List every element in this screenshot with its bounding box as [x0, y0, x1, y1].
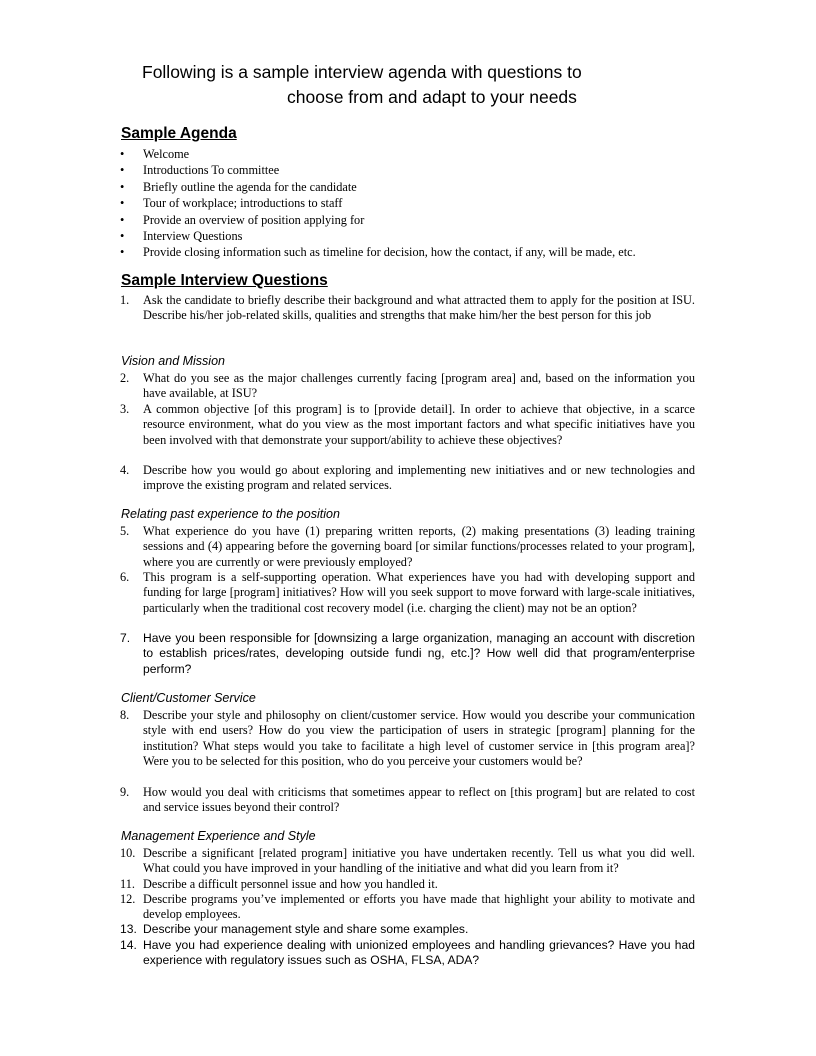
- question-number: 14.: [120, 938, 137, 952]
- question-number: 3.: [120, 402, 130, 416]
- question-item: [120, 402, 695, 448]
- question-text: Describe how you would go about exploring and implementing new initiatives and or new technologies and improve the existing program and related services.: [143, 463, 695, 493]
- question-item: [120, 293, 695, 324]
- question-number: 11.: [120, 877, 135, 891]
- bullet-icon: •: [120, 245, 125, 260]
- question-number: 12.: [120, 892, 136, 906]
- question-text: What do you see as the major challenges currently facing [program area] and, based on the information you have available, at ISU?: [143, 371, 695, 401]
- bullet-icon: •: [120, 179, 125, 194]
- question-item: [120, 708, 695, 770]
- agenda-list: [120, 146, 636, 261]
- agenda-item-text: Introductions To committee: [143, 163, 280, 178]
- question-text: Have you had experience dealing with unionized employees and handling grievances? Have you had experience with regulatory issues such as OSHA, FLSA, ADA?: [143, 938, 695, 968]
- page-title-line-1: Following is a sample interview agenda with questions to: [142, 62, 582, 82]
- question-item: [120, 371, 695, 402]
- question-number: 10.: [120, 846, 136, 860]
- list-item: [120, 212, 636, 228]
- bullet-icon: •: [120, 229, 125, 244]
- question-item: [120, 785, 695, 816]
- question-text: This program is a self-supporting operation. What experiences have you had with developing support and funding for large [program] initiatives? How will you seek support to move forward with large-scale initiatives, particularly when the traditional cost recovery model (i.e. charging the client) may not be an option?: [143, 570, 695, 615]
- question-number: 9.: [120, 785, 130, 799]
- list-item: [120, 244, 636, 260]
- question-number: 2.: [120, 371, 130, 385]
- question-text: Describe a significant [related program] initiative you have undertaken recently. Tell us what you did well. What could you have improved in your handling of the initiative and what did you learn from it?: [143, 846, 695, 876]
- list-item: [120, 146, 636, 162]
- agenda-item-text: Briefly outline the agenda for the candidate: [143, 179, 357, 194]
- bullet-icon: •: [120, 147, 125, 161]
- question-text: Describe a difficult personnel issue and how you handled it.: [143, 877, 438, 891]
- question-text: Ask the candidate to briefly describe their background and what attracted them to apply for the position at ISU. Describe his/her job-related skills, qualities and strengths that make him/her the best person for this job: [143, 293, 695, 323]
- list-item: [120, 195, 636, 211]
- section-heading-experience: Relating past experience to the position: [121, 507, 340, 521]
- question-text: Describe your management style and share some examples.: [143, 922, 469, 936]
- question-number: 13.: [120, 922, 137, 936]
- bullet-icon: •: [120, 163, 125, 178]
- agenda-heading: Sample Agenda: [121, 125, 237, 142]
- question-item: [120, 463, 695, 494]
- question-item: [120, 524, 695, 570]
- question-item: [120, 938, 695, 969]
- question-text: Have you been responsible for [downsizing a large organization, managing an account with discretion to establish prices/rates, developing outside fundi ng, etc.]? How well did that program/enterprise perform?: [143, 631, 695, 676]
- list-item: [120, 162, 636, 178]
- list-item: [120, 179, 636, 195]
- questions-heading: Sample Interview Questions: [121, 272, 328, 289]
- question-text: Describe your style and philosophy on client/customer service. How would you describe your communication style with end users? How do you view the participation of users in strategic [program] planning for the institution? What steps would you take to facilitate a high level of customer service in [this program area]? Were you to be selected for this position, who do you perceive your customers would be?: [143, 708, 695, 769]
- question-number: 1.: [120, 293, 130, 307]
- page-title-line-2: choose from and adapt to your needs: [287, 87, 577, 107]
- question-item: [120, 892, 695, 923]
- question-item: [120, 846, 695, 877]
- agenda-item-text: Provide an overview of position applying for: [143, 212, 365, 227]
- question-item: [120, 631, 695, 677]
- question-text: Describe programs you’ve implemented or efforts you have made that highlight your ability to motivate and develop employees.: [143, 892, 695, 922]
- question-text: How would you deal with criticisms that sometimes appear to reflect on [this program] but are related to cost and service issues beyond their control?: [143, 785, 695, 815]
- question-number: 6.: [120, 570, 130, 584]
- agenda-item-text: Interview Questions: [143, 229, 243, 244]
- question-item: [120, 877, 695, 892]
- agenda-item-text: Provide closing information such as timeline for decision, how the contact, if any, will be made, etc.: [143, 245, 636, 260]
- agenda-item-text: Welcome: [143, 147, 190, 161]
- question-number: 4.: [120, 463, 130, 477]
- question-number: 8.: [120, 708, 130, 722]
- question-number: 7.: [120, 631, 131, 645]
- section-heading-client-service: Client/Customer Service: [121, 691, 256, 705]
- agenda-item-text: Tour of workplace; introductions to staff: [143, 196, 343, 211]
- list-item: [120, 228, 636, 244]
- bullet-icon: •: [120, 212, 125, 227]
- bullet-icon: •: [120, 196, 125, 211]
- section-heading-vision: Vision and Mission: [121, 354, 225, 368]
- question-item: [120, 922, 695, 937]
- question-item: [120, 570, 695, 616]
- question-number: 5.: [120, 524, 130, 538]
- question-text: A common objective [of this program] is to [provide detail]. In order to achieve that objective, in a scarce resource environment, what do you view as the most important factors and what specific initiatives have you been involved with that demonstrate your support/ability to achieve these objectives?: [143, 402, 695, 447]
- question-text: What experience do you have (1) preparing written reports, (2) making presentations (3) leading training sessions and (4) appearing before the governing board [or similar functions/processes related to your program], where you are currently or were previously employed?: [143, 524, 695, 569]
- section-heading-management: Management Experience and Style: [121, 829, 316, 843]
